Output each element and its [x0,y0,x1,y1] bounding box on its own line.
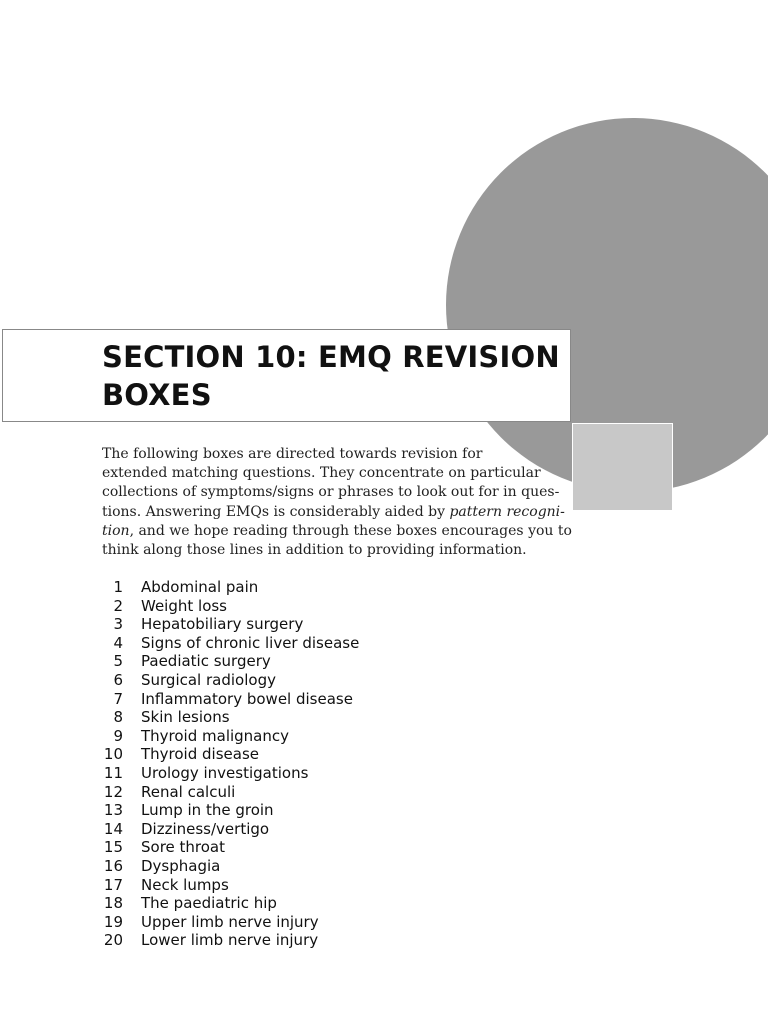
list-item [100,764,359,783]
list-item-label: Signs of chronic liver disease [141,633,360,652]
intro-line: think along those lines in addition to providing information. [102,542,527,559]
list-item-number: 13 [103,801,123,820]
revision-box-list [100,578,359,950]
list-item-number: 18 [103,894,123,913]
list-item-number: 10 [103,745,123,764]
list-item-label: Urology investigations [141,763,309,782]
intro-line [102,522,572,541]
intro-text: , and we hope reading through these boxes encourages you to [129,522,572,539]
list-item-label: Inflammatory bowel disease [141,689,353,708]
list-item-number: 17 [103,875,123,894]
list-item-label: Dizziness/vertigo [141,819,270,838]
section-title: SECTION 10: EMQ REVISION BOXES [102,340,560,412]
list-item-label: Thyroid malignancy [141,726,290,745]
list-item [100,727,359,746]
list-item [100,745,359,764]
list-item [100,783,359,802]
list-item-number: 19 [103,912,123,931]
list-item-label: Weight loss [141,596,228,615]
list-item [100,615,359,634]
list-item-label: Renal calculi [141,782,236,801]
intro-line: collections of symptoms/signs or phrases to look out for in ques- [102,484,560,501]
list-item [100,857,359,876]
list-item-label: Thyroid disease [141,745,259,764]
list-item-number: 8 [113,708,123,727]
list-item-number: 4 [113,633,123,652]
list-item-number: 7 [113,689,123,708]
list-item-label: Paediatic surgery [141,652,271,671]
list-item-number: 20 [103,931,123,950]
intro-paragraph [102,445,572,560]
list-item-label: Sore throat [141,838,226,857]
list-item-label: Upper limb nerve injury [141,912,319,931]
list-item [100,894,359,913]
list-item [100,634,359,653]
list-item-label: Surgical radiology [141,670,276,689]
list-item [100,690,359,709]
intro-emphasis: pattern recogni- [449,503,565,520]
list-item-number: 14 [103,819,123,838]
list-item-label: Abdominal pain [141,578,259,596]
list-item [100,838,359,857]
intro-line: The following boxes are directed towards revision for [102,446,483,462]
list-item [100,671,359,690]
list-item-number: 6 [113,670,123,689]
list-item [100,578,359,597]
list-item [100,820,359,839]
intro-line: extended matching questions. They concentrate on particular [102,465,541,482]
list-item [100,708,359,727]
list-item [100,652,359,671]
list-item-number: 5 [113,652,123,671]
list-item-label: Hepatobiliary surgery [141,615,304,634]
list-item-label: Lower limb nerve injury [141,931,319,950]
list-item [100,876,359,895]
list-item-number: 16 [103,856,123,875]
decorative-square [572,423,673,511]
list-item-label: Lump in the groin [141,801,274,820]
list-item-label: Neck lumps [141,875,229,894]
intro-emphasis: tion [102,522,130,539]
intro-text: tions. Answering EMQs is considerably aided by [102,503,450,520]
list-item-number: 15 [103,838,123,857]
list-item-number: 3 [113,615,123,634]
list-item [100,931,359,950]
list-item [100,913,359,932]
intro-line [102,503,572,522]
list-item [100,597,359,616]
list-item-number: 9 [113,726,123,745]
list-item-number: 11 [103,763,123,782]
list-item-number: 2 [113,596,123,615]
list-item-number: 1 [113,578,123,596]
list-item-number: 12 [103,782,123,801]
list-item-label: Dysphagia [141,856,221,875]
list-item [100,801,359,820]
list-item-label: Skin lesions [141,708,230,727]
list-item-label: The paediatric hip [141,894,277,913]
